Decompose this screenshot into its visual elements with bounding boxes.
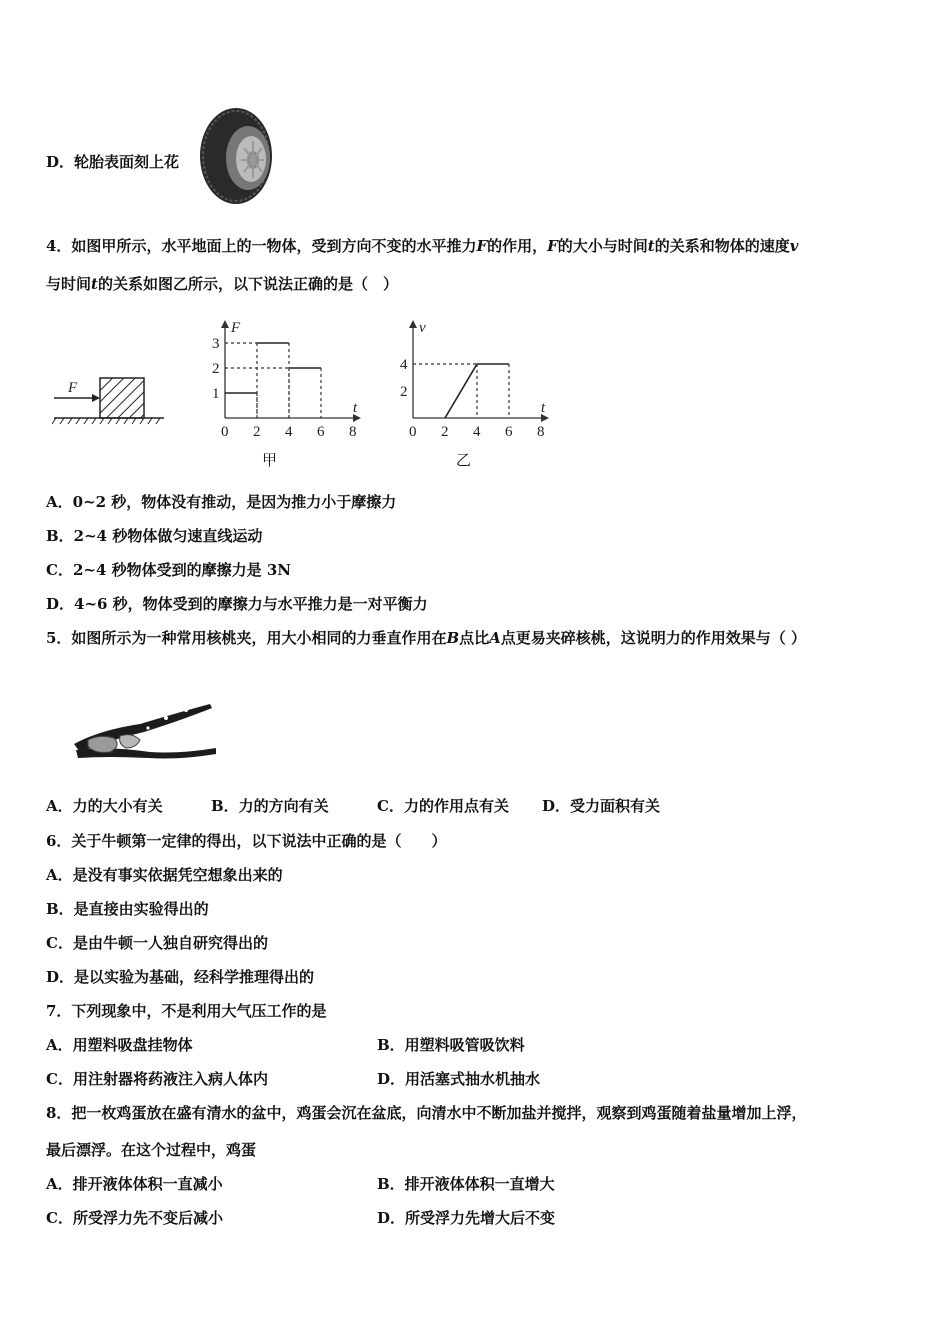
fig-label-yi: 乙 <box>456 451 472 469</box>
q7-option-b: B．用塑料吸管吸饮料 <box>377 1036 525 1054</box>
x-tick-label: 2 <box>441 424 449 440</box>
q7-stem: 7．下列现象中，不是利用大气压工作的是 <box>46 1002 327 1020</box>
q5-option-c: C．力的作用点有关 <box>377 797 509 815</box>
x-tick-label: 8 <box>349 424 357 440</box>
q7-option-d: D．用活塞式抽水机抽水 <box>377 1070 541 1088</box>
x-axis-label: t <box>353 400 358 416</box>
y-tick-label: 4 <box>400 357 408 373</box>
x-tick-label: 4 <box>285 424 293 440</box>
fig-label-jia: 甲 <box>262 451 278 469</box>
block <box>100 378 144 418</box>
y-tick-label: 3 <box>212 336 220 352</box>
q8-option-d: D．所受浮力先增大后不变 <box>377 1209 556 1227</box>
q8-stem-line2: 最后漂浮。在这个过程中，鸡蛋 <box>46 1141 257 1159</box>
y-tick-label: 2 <box>400 384 408 400</box>
tire-image <box>196 106 276 206</box>
q7-option-a: A．用塑料吸盘挂物体 <box>46 1036 193 1054</box>
x-axis-label: t <box>541 400 546 416</box>
x-tick-label: 8 <box>537 424 545 440</box>
x-tick-label: 6 <box>317 424 325 440</box>
block-figure <box>52 370 172 430</box>
x-tick-label: 2 <box>253 424 261 440</box>
q4-option-c: C．2~4 秒物体受到的摩擦力是 3N <box>46 561 291 579</box>
y-axis-arrow <box>221 320 229 328</box>
x-tick-label: 4 <box>473 424 481 440</box>
nutcracker-image <box>70 696 220 768</box>
v-t-chart <box>393 318 558 448</box>
x-tick-label: 0 <box>221 424 229 440</box>
q6-option-d: D．是以实验为基础，经科学推理得出的 <box>46 968 315 986</box>
q5-option-a: A．力的大小有关 <box>46 797 163 815</box>
x-tick-label: 6 <box>505 424 513 440</box>
q5-stem: 5．如图所示为一种常用核桃夹，用大小相同的力垂直作用在B点比A点更易夹碎核桃，这说明力的作用效果与（ ） <box>46 629 807 647</box>
q6-option-b: B．是直接由实验得出的 <box>46 900 209 918</box>
q4-stem-line1: 4．如图甲所示，水平地面上的一物体，受到方向不变的水平推力F的作用，F的大小与时间t的关系和物体的速度v <box>46 237 799 255</box>
q4-option-d: D．4~6 秒，物体受到的摩擦力与水平推力是一对平衡力 <box>46 595 428 613</box>
y-tick-label: 1 <box>212 386 220 402</box>
q8-option-c: C．所受浮力先不变后减小 <box>46 1209 223 1227</box>
q7-option-c: C．用注射器将药液注入病人体内 <box>46 1070 268 1088</box>
q4-stem-line2: 与时间t的关系如图乙所示，以下说法正确的是（ ） <box>46 275 398 293</box>
q5-option-d: D．受力面积有关 <box>542 797 661 815</box>
y-tick-label: 2 <box>212 361 220 377</box>
q6-option-c: C．是由牛顿一人独自研究得出的 <box>46 934 268 952</box>
y-axis-label: F <box>231 320 241 336</box>
q4-option-a: A．0~2 秒，物体没有推动，是因为推力小于摩擦力 <box>46 493 397 511</box>
y-axis-label: v <box>419 320 426 336</box>
q3-option-d: D．轮胎表面刻上花 <box>46 153 180 171</box>
q6-option-a: A．是没有事实依据凭空想象出来的 <box>46 866 283 884</box>
q8-stem-line1: 8．把一枚鸡蛋放在盛有清水的盆中，鸡蛋会沉在盆底，向清水中不断加盐并搅拌，观察到鸡蛋随着盐量增加上浮， <box>46 1104 807 1122</box>
y-axis-arrow <box>409 320 417 328</box>
force-label: F <box>68 380 78 396</box>
q6-stem: 6．关于牛顿第一定律的得出，以下说法中正确的是（ ） <box>46 832 447 850</box>
q8-option-a: A．排开液体体积一直减小 <box>46 1175 223 1193</box>
x-tick-label: 0 <box>409 424 417 440</box>
q4-option-b: B．2~4 秒物体做匀速直线运动 <box>46 527 263 545</box>
f-t-chart <box>205 318 370 448</box>
q5-option-b: B．力的方向有关 <box>211 797 329 815</box>
q8-option-b: B．排开液体体积一直增大 <box>377 1175 555 1193</box>
